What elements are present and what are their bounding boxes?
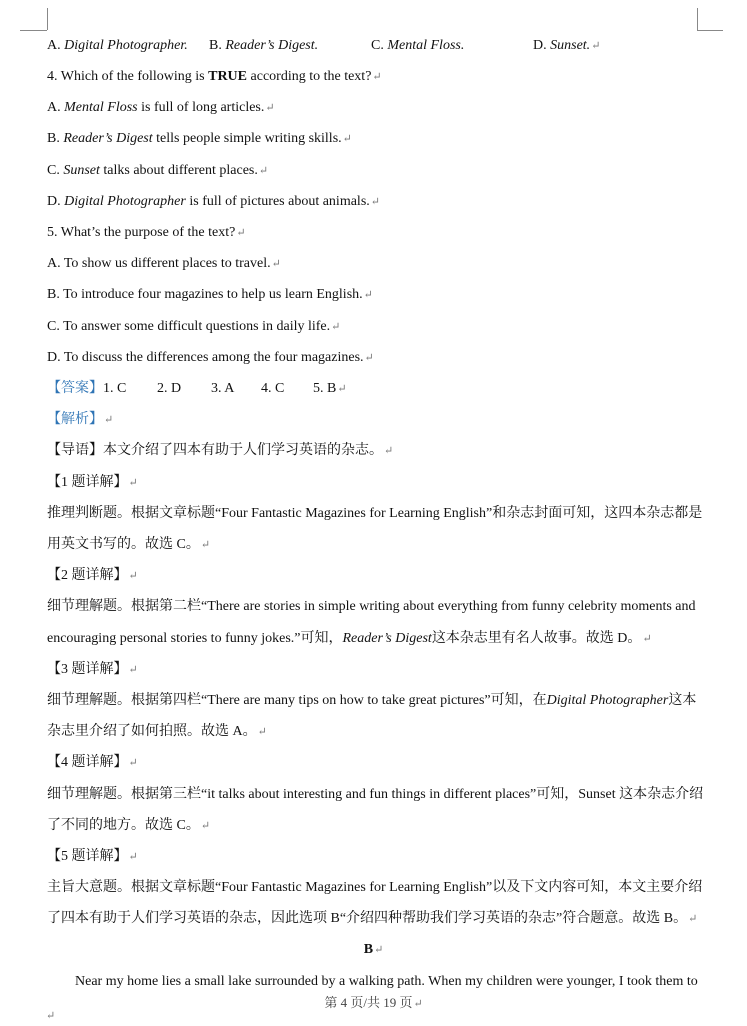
- detail-1-heading: 【1 题详解】↵: [47, 475, 138, 490]
- detail-1-line-2: 用英文书写的。故选 C。↵: [47, 537, 211, 552]
- detail-4-line-1: 细节理解题。根据第三栏“it talks about interesting and fun things in different places”可知，Sunset 这本杂志介绍: [47, 787, 704, 802]
- q3-option-d: Sunset.: [550, 38, 591, 53]
- q3-option-a: Digital Photographer.: [64, 38, 188, 53]
- q5-option-a: A. To show us different places to travel.↵: [47, 256, 281, 271]
- detail-4-line-2: 了不同的地方。故选 C。↵: [47, 818, 211, 833]
- detail-2-line-2: encouraging personal stories to funny jokes.”可知，Reader’s Digest这本杂志里有名人故事。故选 D。↵: [47, 631, 652, 646]
- q3-option-c: Mental Floss.: [387, 38, 465, 53]
- page-footer: 第 4 页/共 19 页↵: [324, 995, 423, 1010]
- q4-option-b: B. Reader’s Digest tells people simple writing skills.↵: [47, 131, 352, 146]
- detail-3-line-1: 细节理解题。根据第四栏“There are many tips on how to take great pictures”可知，在Digital Photographer这本: [47, 693, 697, 708]
- q5-option-d: D. To discuss the differences among the four magazines.↵: [47, 350, 374, 365]
- detail-1-line-1: 推理判断题。根据文章标题“Four Fantastic Magazines for Learning English”和杂志封面可知，这四本杂志都是: [47, 506, 703, 521]
- crop-mark-top-left-h: [20, 30, 47, 31]
- section-b-heading: B↵: [363, 942, 384, 957]
- q4-option-c: C. Sunset talks about different places.↵: [47, 163, 269, 178]
- q5-option-b: B. To introduce four magazines to help us learn English.↵: [47, 287, 373, 302]
- detail-3-heading: 【3 题详解】↵: [47, 662, 138, 677]
- detail-5-line-2: 了四本有助于人们学习英语的杂志，因此选项 B“介绍四种帮助我们学习英语的杂志”符合题意。故选 B。↵: [47, 911, 698, 926]
- detail-2-line-1: 细节理解题。根据第二栏“There are stories in simple writing about everything from funny celebrity moments and: [47, 599, 696, 614]
- trailing-paragraph-mark: ↵: [46, 1010, 56, 1022]
- crop-mark-top-right: [697, 8, 698, 30]
- q3-option-b: Reader’s Digest.: [225, 38, 319, 53]
- detail-3-line-2: 杂志里介绍了如何拍照。故选 A。↵: [47, 724, 267, 739]
- detail-5-heading: 【5 题详解】↵: [47, 849, 138, 864]
- answer-row: 【答案】1. C 2. D 3. A 4. C 5. B↵: [47, 379, 347, 399]
- answer-label: 【答案】: [47, 381, 103, 396]
- q5-stem: 5. What’s the purpose of the text?↵: [47, 225, 246, 240]
- crop-mark-top-right-h: [697, 30, 723, 31]
- detail-5-line-1: 主旨大意题。根据文章标题“Four Fantastic Magazines for Learning English”以及下文内容可知，本文主要介绍: [47, 880, 703, 895]
- q3-options-row: A. Digital Photographer. B. Reader’s Digest. C. Mental Floss. D. Sunset.↵: [47, 38, 601, 53]
- q4-option-a: A. Mental Floss is full of long articles.↵: [47, 100, 275, 115]
- crop-mark-top-left: [47, 8, 48, 30]
- detail-2-heading: 【2 题详解】↵: [47, 568, 138, 583]
- q5-option-c: C. To answer some difficult questions in daily life.↵: [47, 319, 341, 334]
- section-b-paragraph-line: Near my home lies a small lake surrounded by a walking path. When my children were younger, I took them to: [75, 974, 698, 989]
- guide-line: 【导语】本文介绍了四本有助于人们学习英语的杂志。↵: [47, 443, 394, 458]
- q4-stem: 4. Which of the following is TRUE according to the text?↵: [47, 69, 382, 84]
- analysis-label: 【解析】↵: [47, 412, 114, 427]
- detail-4-heading: 【4 题详解】↵: [47, 755, 138, 770]
- q4-option-d: D. Digital Photographer is full of pictures about animals.↵: [47, 194, 380, 209]
